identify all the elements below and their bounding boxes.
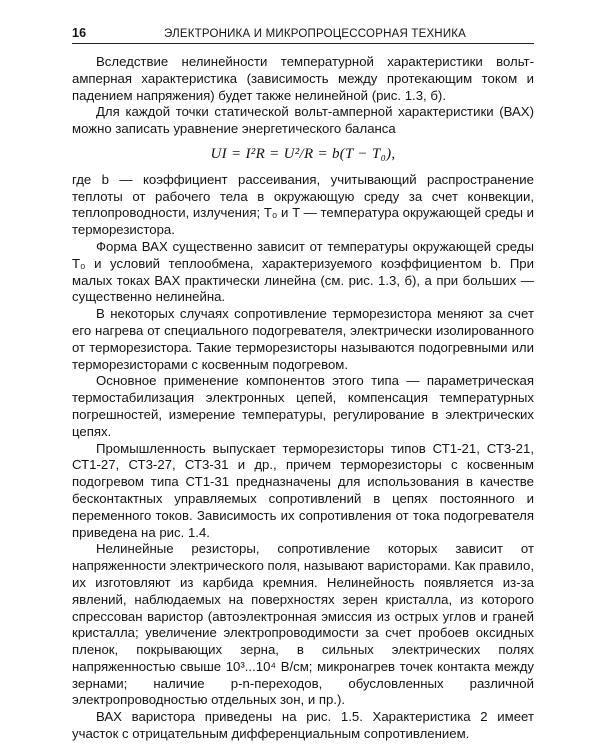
page-number: 16 — [72, 26, 87, 40]
paragraph-4: Форма ВАХ существенно зависит от температуры окружающей среды T₀ и условий теплообмена, характеризуемого коэффициентом b. При малых токах ВАХ практически линейна (см. рис. 1.3, б), а при больших — существенно нелинейна. — [72, 238, 534, 305]
body-text — [72, 54, 534, 743]
paragraph-8: Нелинейные резисторы, сопротивление которых зависит от напряженности электрического поля, называют варисторами. Как правило, их изготовляют из карбида кремния. Нелинейность появляется из-за явлений, наблюдаемых на поверхностях зерен кристалла, из которого спрессован варистор (автоэлектронная эмиссия из острых углов и граней кристалла; увеличение электропроводимости за счет пробоев оксидных пленок, покрывающих зерна, в сильных электрических полях напряженностью свыше 10³...10⁴ В/см; микронагрев точек контакта между зернами; наличие p-n-переходов, обусловленных различной электропроводностью отдельных зон, и пр.). — [72, 541, 534, 708]
paragraph-1: Вследствие нелинейности температурной характеристики вольт-амперная характеристика (зависимость между протекающим током и падением напряжения) будет также нелинейной (рис. 1.3, б). — [72, 54, 534, 103]
paragraph-7: Промышленность выпускает терморезисторы типов СТ1-21, СТ3-21, СТ1-27, СТ3-27, СТ3-31 и др., причем терморезисторы с косвенным подогревом типа СТ1-31 предназначены для использования в качестве бесконтактных управляемых сопротивлений в цепях постоянного и переменного токов. Зависимость их сопротивления от тока подогревателя приведена на рис. 1.4. — [72, 440, 534, 540]
paragraph-5: В некоторых случаях сопротивление терморезистора меняют за счет его нагрева от специального подогревателя, электрически изолированного от терморезистора. Такие терморезисторы называются подогревными или терморезисторами с косвенным подогревом. — [72, 306, 534, 372]
energy-balance-formula: UI = I²R = U²/R = b(T − T₀), — [210, 145, 396, 162]
running-title: ЭЛЕКТРОНИКА И МИКРОПРОЦЕССОРНАЯ ТЕХНИКА — [164, 28, 467, 40]
running-header — [72, 26, 534, 44]
paragraph-6: Основное применение компонентов этого типа — параметрическая термостабилизация электронных цепей, компенсация температурных погрешностей, измерение температуры, регулирование в электрических цепях. — [72, 373, 534, 439]
paragraph-9: ВАХ варистора приведены на рис. 1.5. Характеристика 2 имеет участок с отрицательным дифференциальным сопротивлением. — [72, 709, 534, 742]
paragraph-3: где b — коэффициент рассеивания, учитывающий распространение теплоты от рабочего тела в окружающую среду за счет конвекции, теплопроводности, излучения; T₀ и T — температура окружающей среды и терморезистора. — [72, 171, 534, 238]
paragraph-2: Для каждой точки статической вольт-амперной характеристики (ВАХ) можно записать уравнение энергетического баланса — [72, 104, 534, 137]
book-page — [72, 26, 534, 743]
